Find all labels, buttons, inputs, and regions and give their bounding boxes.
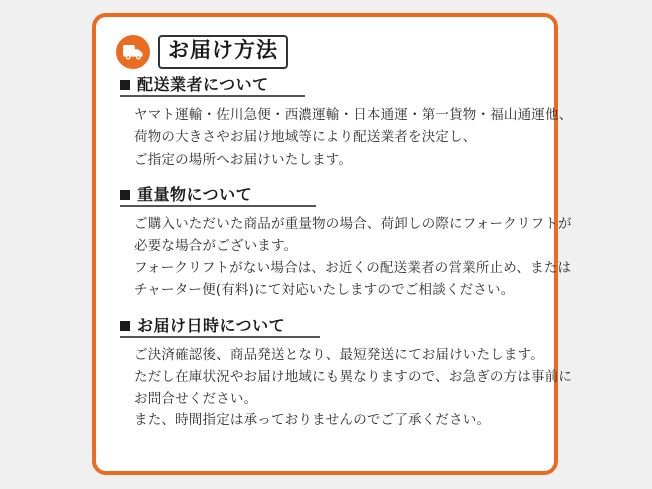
body-line: 荷物の大きさやお届け地域等により配送業者を決定し、 (134, 129, 477, 146)
body-line: チャーター便(有料)にて対応いたしますのでご相談ください。 (134, 281, 515, 298)
body-line: ただし在庫状況やお届け地域にも異なりますので、お急ぎの方は事前に (134, 368, 573, 385)
section-heading (120, 75, 305, 97)
body-line: ご指定の場所へお届けいたします。 (134, 151, 353, 168)
square-bullet-icon (120, 321, 130, 331)
section-title: 配送業者について (137, 75, 269, 94)
body-line: また、時間指定は承っておりませんのでご了承ください。 (134, 412, 491, 429)
section-title: お届け日時について (137, 315, 286, 335)
body-line: ご購入いただいた商品が重量物の場合、荷卸しの際にフォークリフトが (134, 216, 572, 233)
section-heavy-items (120, 184, 572, 302)
body-line: お問合せください。 (134, 390, 258, 407)
body-line: ご決済確認後、商品発送となり、最短発送にてお届けいたします。 (134, 346, 544, 363)
section-body (134, 104, 573, 171)
delivery-info-card (92, 13, 573, 475)
section-heading (120, 185, 316, 207)
section-shipping-carriers (120, 75, 573, 171)
body-line: 必要な場合がございます。 (134, 238, 298, 255)
square-bullet-icon (120, 190, 130, 200)
section-heading (120, 316, 320, 338)
card-content (96, 17, 573, 471)
delivery-truck-icon (116, 35, 150, 69)
section-delivery-datetime (120, 315, 573, 433)
title-box (158, 35, 288, 68)
section-body (134, 214, 572, 301)
body-line: フォークリフトがない場合は、お近くの配送業者の営業所止め、または (134, 259, 572, 276)
page-title: お届け方法 (168, 38, 278, 63)
body-line: ヤマト運輸・佐川急便・西濃運輸・日本通運・第一貨物・福山通運他、 (134, 107, 573, 124)
card-header (116, 35, 536, 69)
section-title: 重量物について (137, 184, 253, 204)
square-bullet-icon (120, 80, 130, 90)
section-body (134, 345, 573, 432)
